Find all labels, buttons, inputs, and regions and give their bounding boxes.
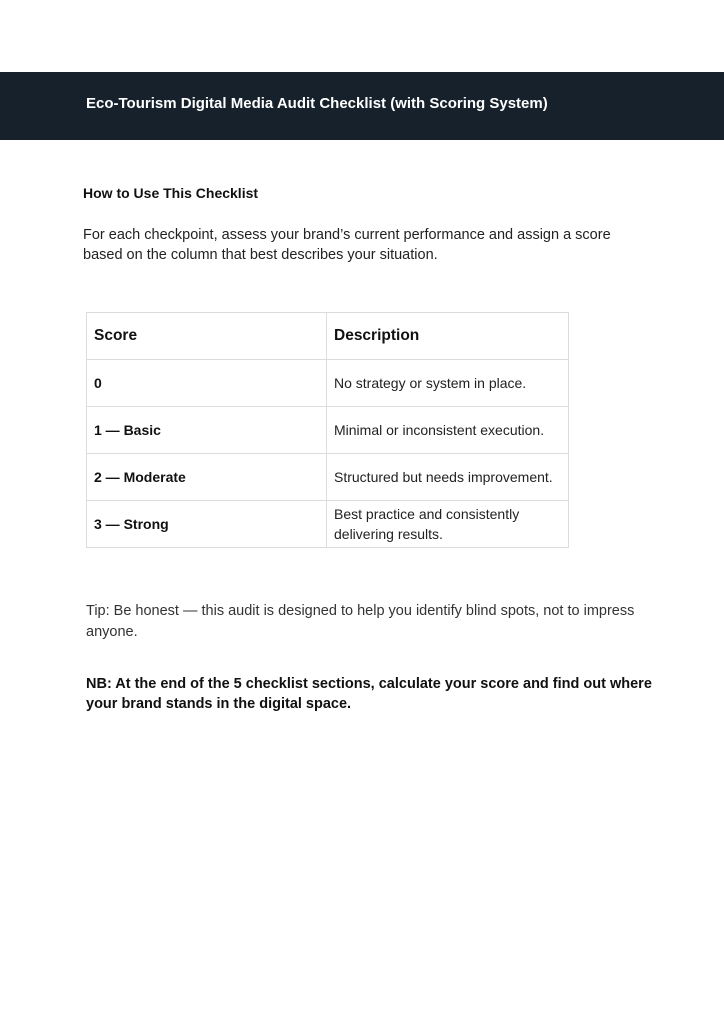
score-cell: 1 — Basic — [87, 407, 327, 454]
description-cell: Structured but needs improvement. — [327, 454, 569, 501]
score-cell: 3 — Strong — [87, 501, 327, 548]
table-row — [87, 454, 569, 501]
section-heading: How to Use This Checklist — [83, 185, 259, 201]
intro-paragraph: For each checkpoint, assess your brand’s current performance and assign a score based on the column that best describes your situation. — [83, 227, 611, 263]
description-cell: Minimal or inconsistent execution. — [327, 407, 569, 454]
description-cell: No strategy or system in place. — [327, 360, 569, 407]
column-header-description: Description — [327, 313, 569, 360]
page-title: Eco-Tourism Digital Media Audit Checklist (with Scoring System) — [86, 95, 548, 112]
score-cell: 2 — Moderate — [87, 454, 327, 501]
table-header-row — [87, 313, 569, 360]
nb-note: NB: At the end of the 5 checklist sections, calculate your score and find out where your brand stands in the digital space. — [86, 676, 652, 712]
table-row — [87, 407, 569, 454]
tip-note: Tip: Be honest — this audit is designed to help you identify blind spots, not to impress anyone. — [86, 603, 635, 640]
description-cell: Best practice and consistently delivering results. — [327, 501, 569, 548]
column-header-score: Score — [87, 313, 327, 360]
score-cell: 0 — [87, 360, 327, 407]
table-row — [87, 501, 569, 548]
scoring-table — [86, 312, 569, 548]
table-row — [87, 360, 569, 407]
